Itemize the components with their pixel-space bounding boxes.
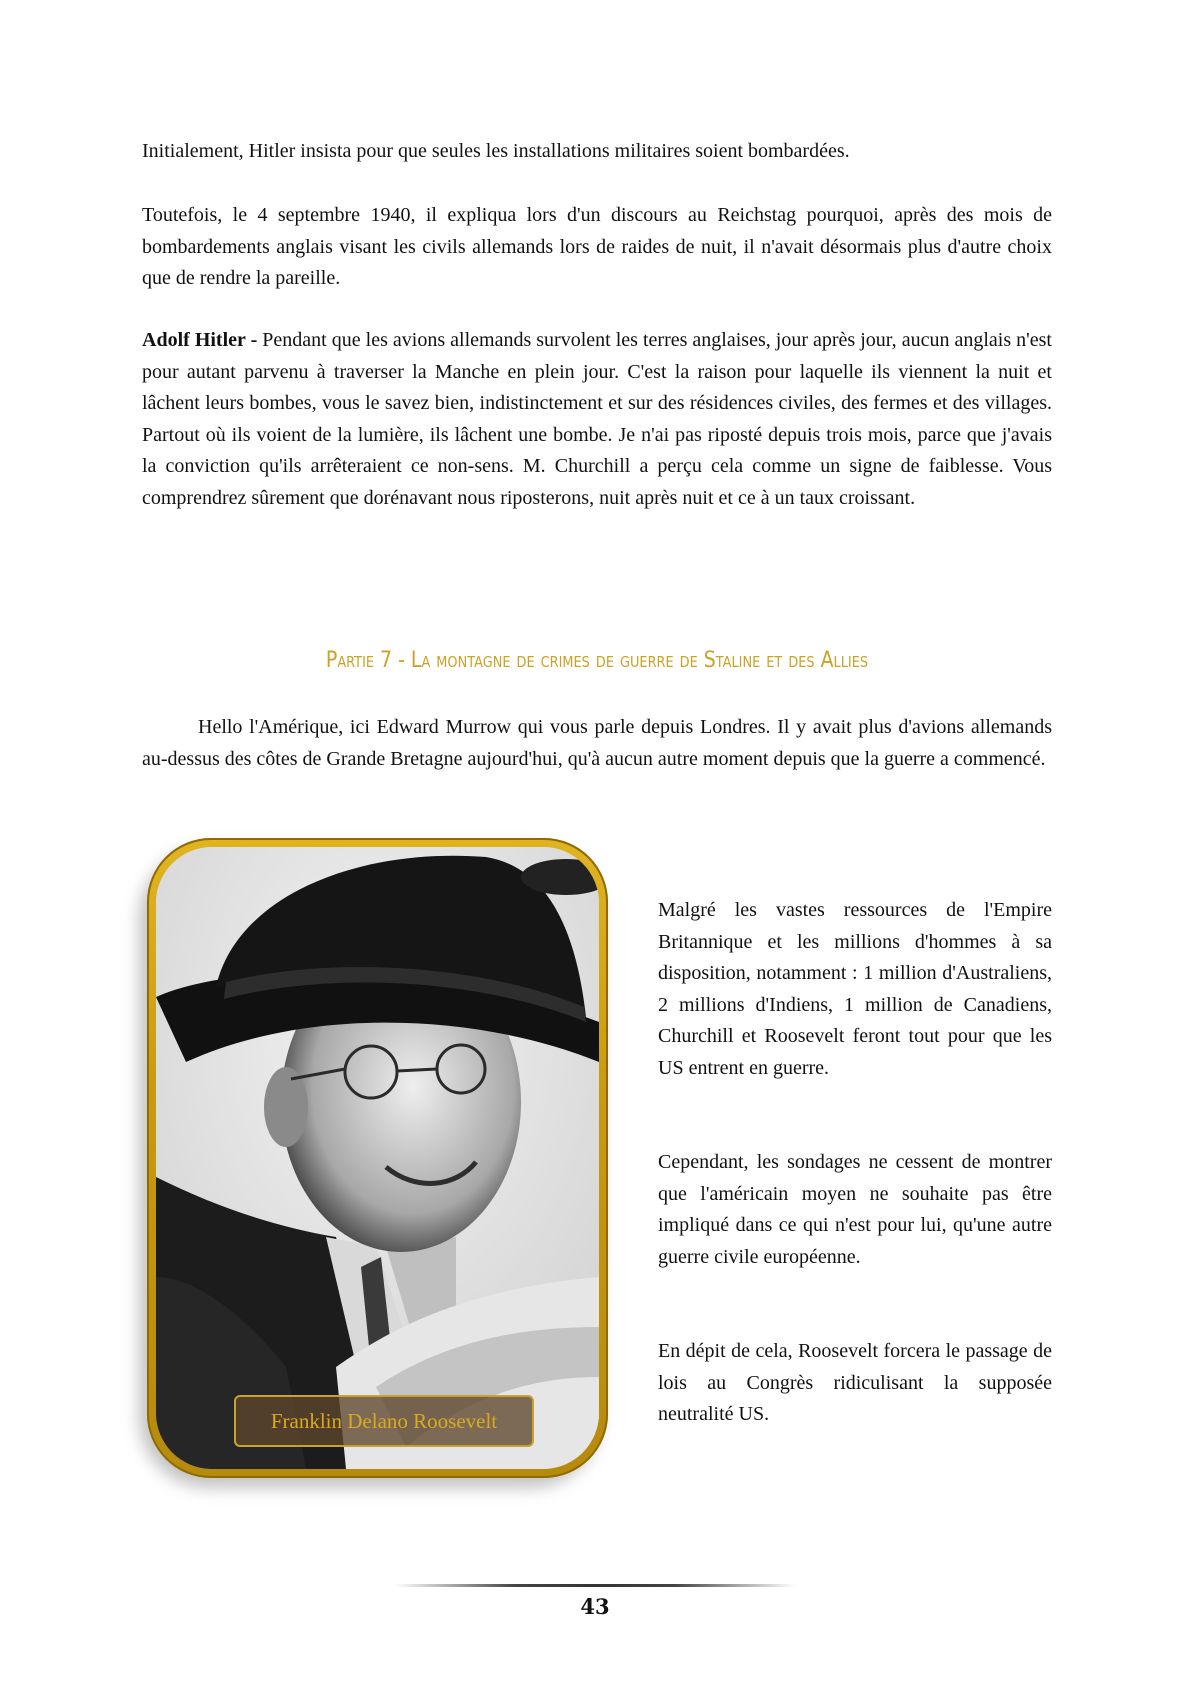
side-paragraph-polls: Cependant, les sondages ne cessent de montrer que l'américain moyen ne souhaite pas être impliqué dans ce qui n'est pour lui, qu'une autre guerre civile européenne.	[658, 1151, 1052, 1268]
portrait-illustration	[156, 847, 599, 1469]
paragraph-murrow: Hello l'Amérique, ici Edward Murrow qui vous parle depuis Londres. Il y avait plus d'avions allemands au-dessus des côtes de Grande Bretagne aujourd'hui, qu'à aucun autre moment depuis que la guerre a commencé.	[142, 716, 1052, 770]
photo-caption: Franklin Delano Roosevelt	[234, 1395, 534, 1447]
section-title: Partie 7 - La montagne de crimes de guerre de Staline et des Allies	[325, 648, 869, 673]
paragraph-intro-hitler: Initialement, Hitler insista pour que seules les installations militaires soient bombardées.	[142, 140, 850, 162]
footer-divider	[395, 1584, 795, 1587]
photo-figure	[147, 838, 608, 1478]
paragraph-reichstag-speech: Toutefois, le 4 septembre 1940, il expliqua lors d'un discours au Reichstag pourquoi, après des mois de bombardements anglais visant les civils allemands lors de raides de nuit, il n'avait désormais plus d'autre choix que de rendre la pareille.	[142, 204, 1052, 290]
quote-hitler	[142, 325, 1052, 515]
roosevelt-portrait-image	[156, 847, 599, 1469]
page-number: 43	[580, 1594, 610, 1619]
quote-speaker: Adolf Hitler -	[142, 329, 258, 351]
side-paragraph-congress: En dépit de cela, Roosevelt forcera le passage de lois au Congrès ridiculisant la supposée neutralité US.	[658, 1340, 1052, 1426]
quote-text: Pendant que les avions allemands survolent les terres anglaises, jour après jour, aucun anglais n'est pour autant parvenu à traverser la Manche en plein jour. C'est la raison pour laquelle ils viennent la nuit et lâchent leurs bombes, vous le savez bien, indistinctement et sur des résidences civiles, des fermes et des villages. Partout où ils voient de la lumière, ils lâchent une bombe. Je n'ai pas riposté depuis trois mois, parce que j'avais la conviction qu'ils arrêteraient ce non-sens. M. Churchill a perçu cela comme un signe de faiblesse. Vous comprendrez sûrement que dorénavant nous riposterons, nuit après nuit et ce à un taux croissant.	[142, 329, 1052, 509]
side-paragraph-resources: Malgré les vastes ressources de l'Empire Britannique et les millions d'hommes à sa disposition, notamment : 1 million d'Australiens, 2 millions d'Indiens, 1 million de Canadiens, Churchill et Roosevelt feront tout pour que les US entrent en guerre.	[658, 899, 1052, 1079]
